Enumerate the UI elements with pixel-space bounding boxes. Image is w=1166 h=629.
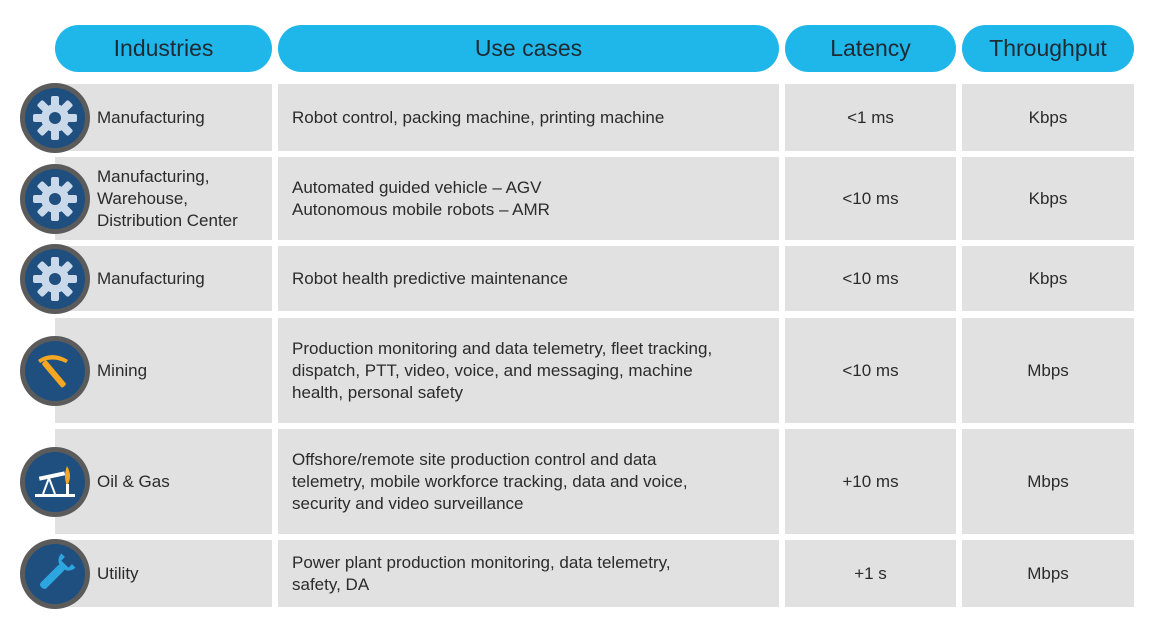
pickaxe-icon [20,336,90,406]
use-case-text: Robot control, packing machine, printing machine [292,107,665,127]
latency-value: <1 ms [847,107,894,127]
throughput-value: Mbps [1027,360,1069,380]
industry-label: Manufacturing [97,107,205,127]
use-case-cell [278,429,779,534]
header-use-cases: Use cases [278,25,779,72]
throughput-cell [962,540,1134,607]
gear-icon [20,164,90,234]
throughput-cell [962,84,1134,151]
latency-cell [785,157,956,240]
latency-cell [785,84,956,151]
industry-label: Manufacturing, Warehouse, Distribution Center [97,166,238,230]
use-case-cell [278,246,779,311]
use-case-text: Offshore/remote site production control and data telemetry, mobile workforce tracking, data and voice, security and video surveillance [292,449,688,513]
use-case-cell [278,84,779,151]
gear-icon [20,244,90,314]
use-case-cell [278,157,779,240]
industry-label: Mining [97,360,148,380]
header-throughput: Throughput [962,25,1134,72]
use-case-cell [278,318,779,423]
oil-pump-icon [20,447,90,517]
industry-label: Oil & Gas [97,471,170,491]
use-case-text: Power plant production monitoring, data telemetry, safety, DA [292,552,671,594]
throughput-cell [962,157,1134,240]
throughput-value: Kbps [1028,268,1068,288]
header-latency: Latency [785,25,956,72]
industry-label: Manufacturing [97,268,205,288]
latency-value: <10 ms [842,268,899,288]
use-case-text: Automated guided vehicle – AGV Autonomous mobile robots – AMR [292,177,550,219]
latency-value: +10 ms [842,471,899,491]
header-industries: Industries [55,25,272,72]
gear-icon [20,83,90,153]
latency-cell [785,429,956,534]
use-case-cell [278,540,779,607]
latency-cell [785,318,956,423]
throughput-cell [962,429,1134,534]
throughput-value: Mbps [1027,563,1069,583]
wrench-icon [20,539,90,609]
latency-value: <10 ms [842,360,899,380]
throughput-value: Mbps [1027,471,1069,491]
throughput-value: Kbps [1028,188,1068,208]
use-case-text: Robot health predictive maintenance [292,268,568,288]
throughput-cell [962,318,1134,423]
throughput-cell [962,246,1134,311]
use-case-text: Production monitoring and data telemetry, fleet tracking, dispatch, PTT, video, voice, and messaging, machine health, personal safety [292,338,713,402]
throughput-value: Kbps [1028,107,1068,127]
latency-value: +1 s [854,563,887,583]
latency-cell [785,540,956,607]
industry-label: Utility [97,563,139,583]
latency-cell [785,246,956,311]
latency-value: <10 ms [842,188,899,208]
